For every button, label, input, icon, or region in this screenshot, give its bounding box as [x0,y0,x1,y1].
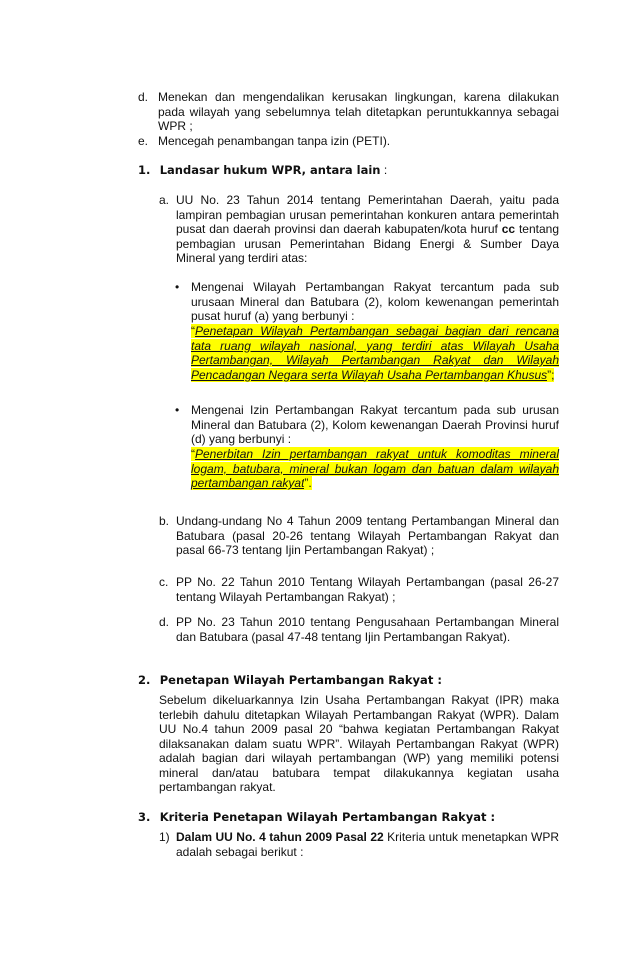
bullet-text: Mengenai Wilayah Pertambangan Rakyat tercantum pada sub urusaan Mineral dan Batubara (2), kolom kewenangan pemerintah pusat huruf (a) yang berbunyi : [191,280,559,323]
quote-text: Penetapan Wilayah Pertambangan sebagai bagian dari rencana tata ruang wilayah nasional, yang terdiri atas Wilayah Usaha Pertambangan, Wilayah Pertambangan Rakyat dan Wilayah Pencadangan Negara serta Wilayah Usaha Pertambangan Khusus [191,324,559,382]
list-text: PP No. 23 Tahun 2010 tentang Pengusahaan Pertambangan Mineral dan Batubara (pasal 47-48 tentang Ijin Pertambangan Rakyat). [176,615,559,644]
quote-open: “ [191,324,195,338]
list-text: Mencegah penambangan tanpa izin (PETI). [158,134,391,148]
quote-text: Penerbitan Izin pertambangan rakyat untuk komoditas mineral logam, batubara, mineral bukan logam dan batuan dalam wilayah pertambangan rakyat [191,447,559,490]
list-text: Menekan dan mengendalikan kerusakan lingkungan, karena dilakukan pada wilayah yang sebelumnya telah ditetapkan peruntukkannya sebagai WPR ; [158,90,559,133]
list-marker: 1) [159,830,170,844]
item-d [159,615,559,644]
section-title: Kriteria Penetapan Wilayah Pertambangan Rakyat : [159,810,496,824]
bullet-quote-1 [191,324,559,382]
section-number: 2. [138,673,151,687]
item-a-bold: cc [501,222,516,236]
list-text: Undang-undang No 4 Tahun 2009 tentang Pertambangan Mineral dan Batubara (pasal 20-26 tentang Wilayah Pertambangan Rakyat dan pasal 66-73 tentang Ijin Pertambangan Rakyat) ; [176,514,559,557]
section-2-paragraph [159,693,559,795]
item-a [159,193,560,266]
list-marker: d. [138,90,149,104]
section-2-heading [138,673,559,688]
bullet-text: Mengenai Izin Pertambangan Rakyat tercantum pada sub urusan Mineral dan Batubara (2), Kolom kewenangan Daerah Provinsi huruf (d) yang berbunyi : [191,403,559,446]
bullet-marker: • [175,403,180,417]
bullet-marker: • [175,280,180,294]
section-number: 3. [138,810,151,824]
section-3-item-1 [159,830,559,859]
item-a-text-before: UU No. 23 Tahun 2014 tentang Pemerintahan Daerah, yaitu pada lampiran pembagian urusan pemerintahan konkuren antara pemerintah pusat dan daerah provinsi dan daerah kabupaten/kota huruf [176,193,559,236]
list-marker: d. [159,615,170,629]
bullet-item-1 [175,280,559,324]
bullet-item-2 [175,403,559,447]
item-a-text-after: tentang pembagian urusan Pemerintahan Bidang Energi & Sumber Daya Mineral yang terdiri atas: [176,222,560,265]
section-title: Landasar hukum WPR, antara lain [159,163,381,177]
item-b [159,514,559,558]
quote-close: ”. [304,476,312,490]
section-3-heading [138,810,559,825]
list-marker: b. [159,514,170,528]
section-1-heading [138,163,559,178]
list-marker: c. [159,575,169,589]
section-title-suffix: : [380,163,388,177]
item-text: Kriteria untuk menetapkan WPR adalah sebagai berikut : [176,830,559,859]
item-bold: Dalam UU No. 4 tahun 2009 Pasal 22 [176,830,384,844]
list-text: PP No. 22 Tahun 2010 Tentang Wilayah Pertambangan (pasal 26-27 tentang Wilayah Pertambangan Rakyat) ; [176,575,559,604]
list-marker: a. [159,193,170,207]
list-marker: e. [138,134,149,148]
section-number: 1. [138,163,151,177]
quote-open: “ [191,447,195,461]
quote-close: ”; [547,367,555,382]
bullet-quote-2 [191,447,559,491]
section-title: Penetapan Wilayah Pertambangan Rakyat : [159,673,442,687]
item-c [159,575,559,604]
paragraph-text: Sebelum dikeluarkannya Izin Usaha Pertambangan Rakyat (IPR) maka terlebih dahulu ditetapkan Wilayah Pertambangan Rakyat (WPR). Dalam UU No.4 tahun 2009 pasal 20 “bahwa kegiatan Pertambangan Rakyat dilaksanakan dalam suatu WPR”. Wilayah Pertambangan Rakyat (WPR) adalah bagian dari wilayah pertambangan (WP) yang memiliki potensi mineral dan/atau batubara tempat dilakukannya kegiatan usaha pertambangan rakyat. [159,693,559,794]
list-item-d [138,90,559,134]
list-item-e [138,134,559,149]
